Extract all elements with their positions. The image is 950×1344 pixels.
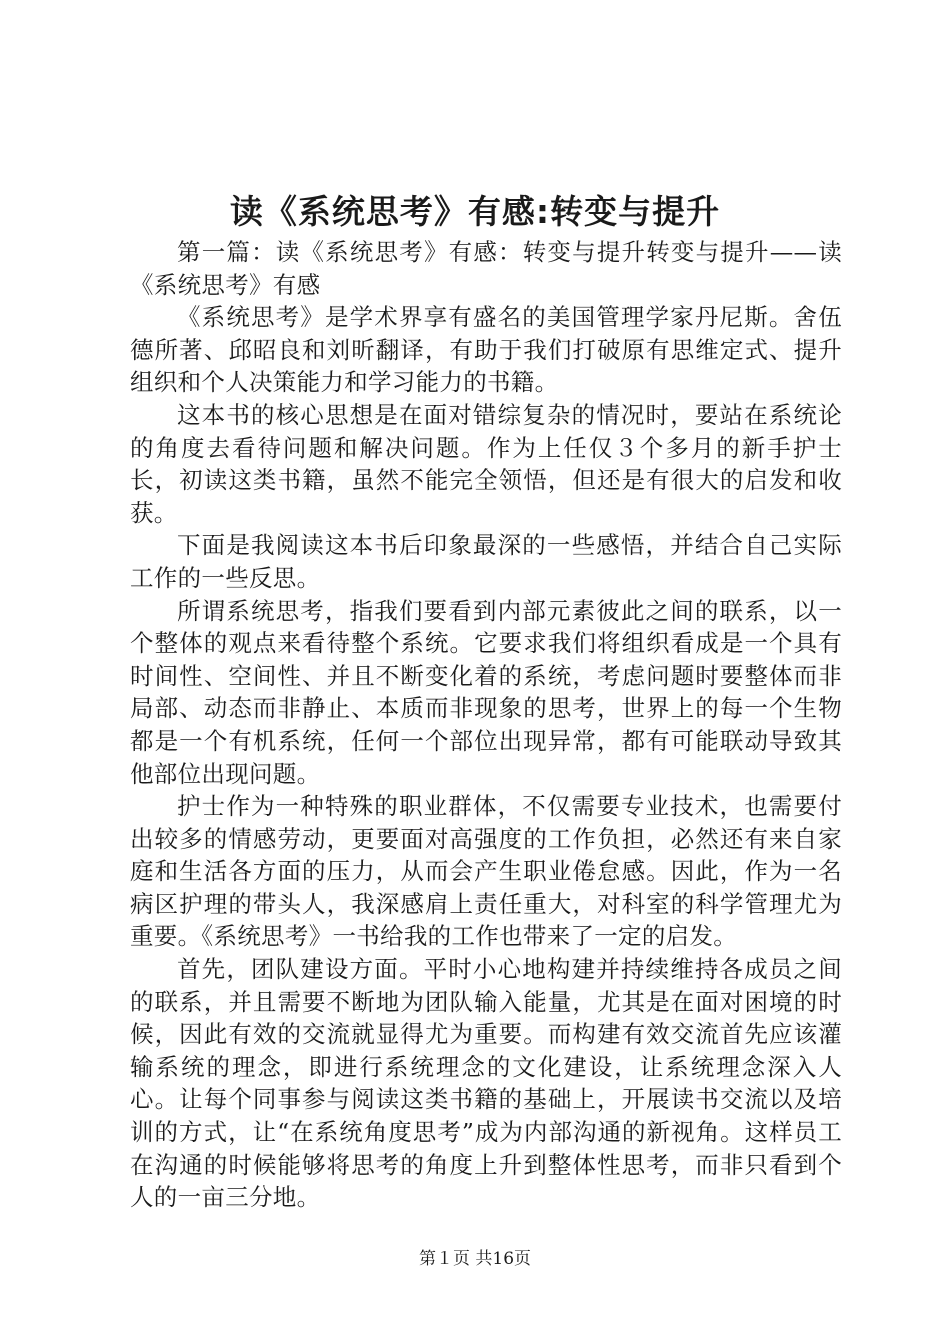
paragraph-4: 下面是我阅读这本书后印象最深的一些感悟，并结合自己实际工作的一些反思。 <box>130 531 842 592</box>
document-title: 读《系统思考》有感:转变与提升 <box>229 192 721 231</box>
paragraph-3: 这本书的核心思想是在面对错综复杂的情况时，要站在系统论的角度去看待问题和解决问题。作为上任仅３个多月的新手护士长，初读这类书籍，虽然不能完全领悟，但还是有很大的启发和收获。 <box>130 400 842 527</box>
page-footer: 第１页 共16页 <box>418 1249 532 1269</box>
document-body <box>130 236 842 1214</box>
paragraph-2: 《系统思考》是学术界享有盛名的美国管理学家丹尼斯。舍伍德所著、邱昭良和刘昕翻译，有助于我们打破原有思维定式、提升组织和个人决策能力和学习能力的书籍。 <box>130 303 842 397</box>
paragraph-1: 第一篇：读《系统思考》有感：转变与提升转变与提升——读《系统思考》有感 <box>130 238 842 299</box>
paragraph-7: 首先，团队建设方面。平时小心地构建并持续维持各成员之间的联系，并且需要不断地为团队输入能量，尤其是在面对困境的时候，因此有效的交流就显得尤为重要。而构建有效交流首先应该灌输系统的理念，即进行系统理念的文化建设，让系统理念深入人心。让每个同事参与阅读这类书籍的基础上，开展读书交流以及培训的方式，让“在系统角度思考”成为内部沟通的新视角。这样员工在沟通的时候能够将思考的角度上升到整体性思考，而非只看到个人的一亩三分地。 <box>130 955 842 1212</box>
paragraph-5: 所谓系统思考，指我们要看到内部元素彼此之间的联系，以一个整体的观点来看待整个系统。它要求我们将组织看成是一个具有时间性、空间性、并且不断变化着的系统，考虑问题时要整体而非局部、动态而非静止、本质而非现象的思考，世界上的每一个生物都是一个有机系统，任何一个部位出现异常，都有可能联动导致其他部位出现问题。 <box>130 596 842 788</box>
paragraph-6: 护士作为一种特殊的职业群体，不仅需要专业技术，也需要付出较多的情感劳动，更要面对高强度的工作负担，必然还有来自家庭和生活各方面的压力，从而会产生职业倦怠感。因此，作为一名病区护理的带头人，我深感肩上责任重大，对科室的科学管理尤为重要。《系统思考》一书给我的工作也带来了一定的启发。 <box>130 792 842 951</box>
